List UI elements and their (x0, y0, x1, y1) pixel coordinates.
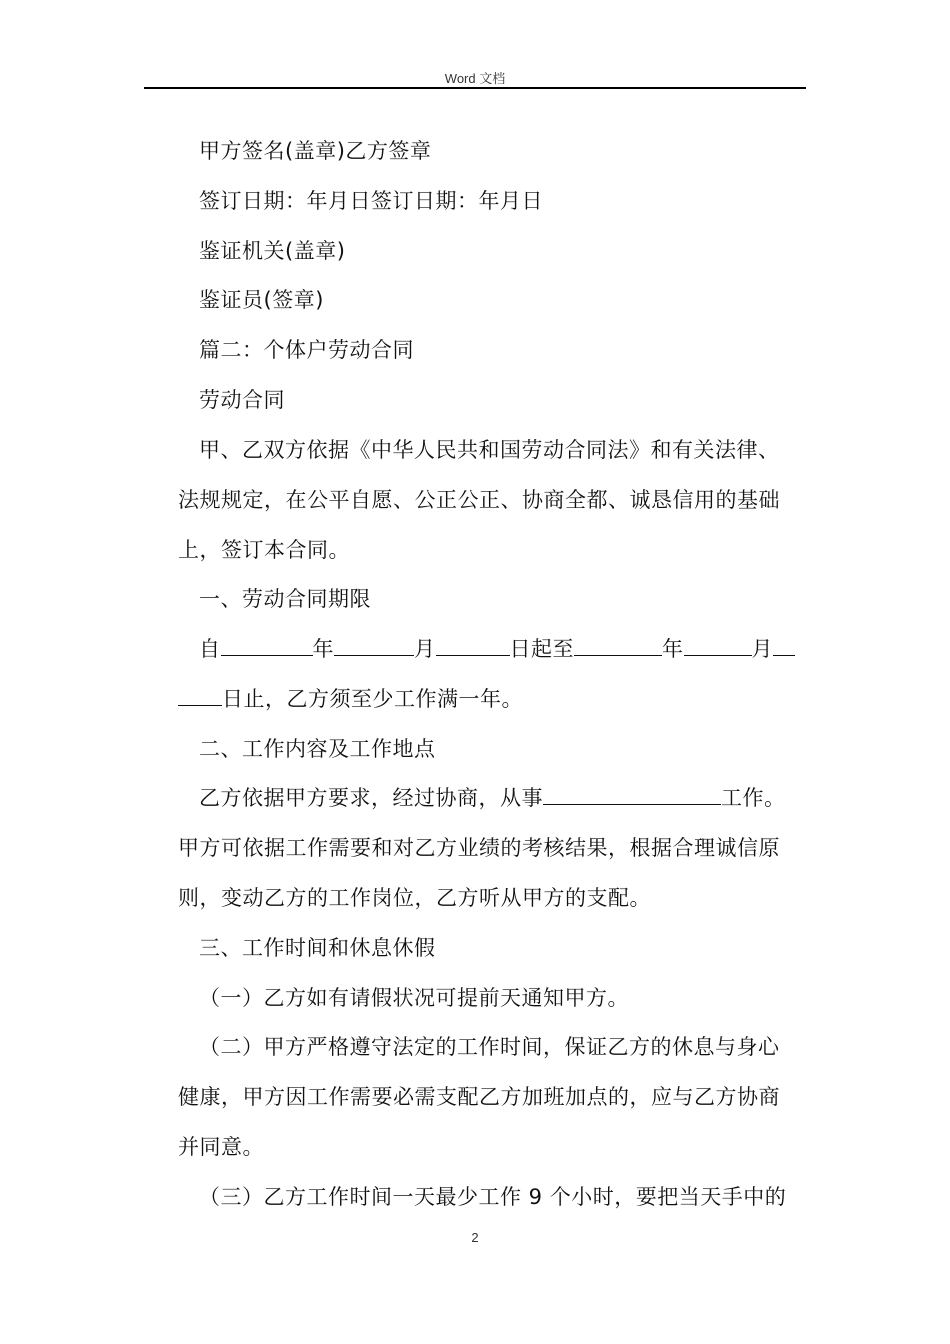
paragraph-line: 法规规定，在公平自愿、公正公正、协商全都、诚恳信用的基础 (178, 488, 780, 512)
term-until: 日起至 (509, 637, 574, 661)
section-heading: 一、劳动合同期限 (199, 587, 371, 611)
contract-term-line (199, 635, 795, 663)
term-month: 月 (751, 637, 773, 661)
blank-field (334, 635, 414, 656)
paragraph-line: 上，签订本合同。 (178, 538, 350, 562)
blank-field (773, 635, 795, 656)
contract-term-line-2 (178, 685, 523, 713)
paragraph-line: （二）甲方严格遵守法定的工作时间，保证乙方的休息与身心 (199, 1035, 780, 1059)
page-header: Word 文档 (444, 71, 506, 86)
term-text: 日止，乙方须至少工作满一年。 (222, 687, 523, 711)
blank-field (543, 784, 721, 805)
paragraph-line: 并同意。 (178, 1135, 264, 1159)
blank-field (684, 635, 752, 656)
text-line: 鉴证机关(盖章) (199, 239, 346, 263)
paragraph-line: 则，变动乙方的工作岗位，乙方听从甲方的支配。 (178, 886, 651, 910)
section-heading: 二、工作内容及工作地点 (199, 737, 436, 761)
section-heading: 篇二：个体户劳动合同 (199, 338, 414, 362)
work-text: 乙方依据甲方要求，经过协商，从事 (199, 786, 543, 810)
term-month: 月 (414, 637, 436, 661)
term-year: 年 (312, 637, 334, 661)
blank-field (574, 635, 662, 656)
paragraph-line: 甲、乙双方依据《中华人民共和国劳动合同法》和有关法律、 (199, 438, 780, 462)
text-line: 鉴证员(签章) (199, 288, 324, 312)
document-title: 劳动合同 (199, 388, 285, 412)
paragraph-line: （一）乙方如有请假状况可提前天通知甲方。 (199, 986, 629, 1010)
paragraph-line: 健康，甲方因工作需要必需支配乙方加班加点的，应与乙方协商 (178, 1085, 780, 1109)
text-line: 甲方签名(盖章)乙方签章 (199, 139, 432, 163)
header-divider (144, 87, 806, 89)
work-content-line (199, 784, 786, 812)
blank-field (436, 635, 510, 656)
text-line: 签订日期：年月日签订日期：年月日 (199, 189, 543, 213)
term-from: 自 (199, 637, 221, 661)
work-text: 工作。 (721, 786, 786, 810)
blank-field (178, 685, 222, 706)
term-year: 年 (662, 637, 684, 661)
section-heading: 三、工作时间和休息休假 (199, 936, 436, 960)
blank-field (221, 635, 313, 656)
page-number: 2 (471, 1230, 479, 1245)
paragraph-line: （三）乙方工作时间一天最少工作 9 个小时，要把当天手中的 (199, 1185, 787, 1209)
paragraph-line: 甲方可依据工作需要和对乙方业绩的考核结果，根据合理诚信原 (178, 836, 780, 860)
